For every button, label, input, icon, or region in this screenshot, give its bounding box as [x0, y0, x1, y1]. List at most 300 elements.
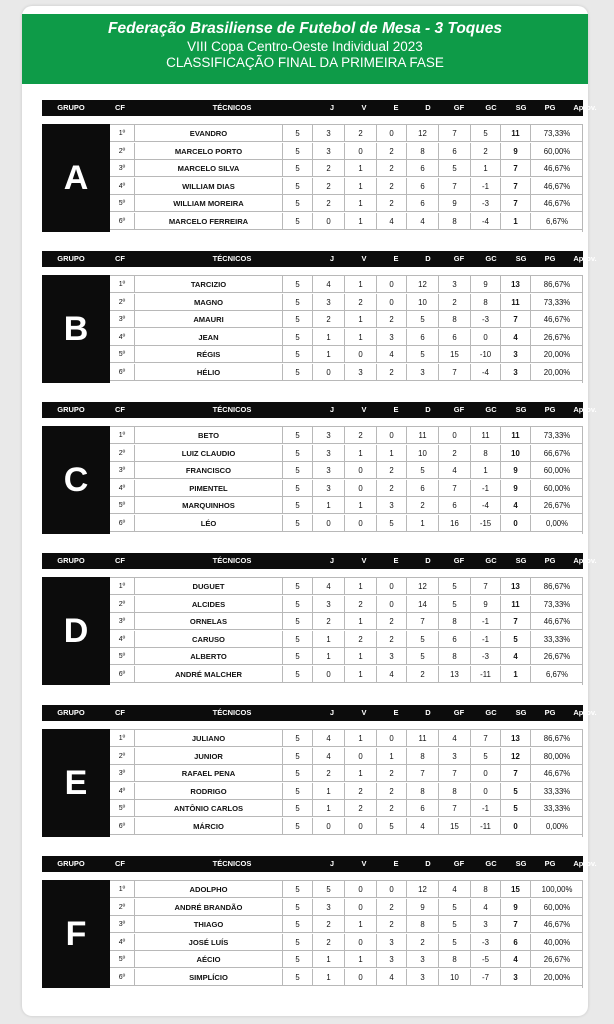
d-cell: 2: [376, 143, 406, 160]
d-cell: 0: [376, 881, 406, 898]
sg-cell: 8: [470, 294, 500, 311]
table-row: [110, 951, 583, 968]
player-name-cell: FRANCISCO: [134, 462, 282, 479]
e-cell: 1: [344, 497, 376, 514]
v-cell: 2: [312, 178, 344, 195]
sg-cell: -4: [470, 497, 500, 514]
gf-cell: 12: [406, 881, 438, 898]
position-cell: 1º: [118, 281, 126, 288]
header-v: V: [361, 405, 367, 414]
e-cell: 0: [344, 515, 376, 532]
federation-title: Federação Brasiliense de Futebol de Mesa - 3 Toques: [108, 20, 502, 37]
j-cell: 5: [282, 480, 312, 497]
v-cell: 1: [312, 346, 344, 363]
player-name-cell: ANDRÉ MALCHER: [134, 666, 282, 683]
gf-cell: 6: [406, 178, 438, 195]
e-cell: 1: [344, 765, 376, 782]
header-pg: PG: [544, 405, 556, 414]
j-cell: 5: [282, 818, 312, 835]
table-row: [110, 666, 583, 683]
pg-cell: 1: [500, 213, 530, 230]
d-cell: 2: [376, 783, 406, 800]
v-cell: 3: [312, 294, 344, 311]
header-pg: PG: [544, 859, 556, 868]
j-cell: 5: [282, 748, 312, 765]
table-row: [110, 462, 583, 479]
e-cell: 0: [344, 462, 376, 479]
pg-cell: 10: [500, 445, 530, 462]
header-v: V: [361, 103, 367, 112]
v-cell: 1: [312, 329, 344, 346]
pg-cell: 7: [500, 178, 530, 195]
j-cell: 5: [282, 178, 312, 195]
gc-cell: 13: [438, 666, 470, 683]
sg-cell: 5: [470, 125, 500, 142]
gc-cell: 7: [438, 125, 470, 142]
header-grupo: GRUPO: [57, 254, 85, 263]
v-cell: 3: [312, 596, 344, 613]
position-cell: 4º: [118, 484, 126, 492]
pg-cell: 4: [500, 648, 530, 665]
j-cell: 5: [282, 800, 312, 817]
gf-cell: 3: [406, 951, 438, 968]
header-e: E: [393, 405, 399, 414]
table-rows: [110, 426, 583, 534]
player-name-cell: SIMPLÍCIO: [134, 969, 282, 986]
pg-cell: 4: [500, 329, 530, 346]
aprov-cell: 80,00%: [530, 748, 583, 765]
e-cell: 1: [344, 578, 376, 595]
sg-cell: 11: [470, 427, 500, 444]
e-cell: 2: [344, 125, 376, 142]
e-cell: 0: [344, 969, 376, 986]
table-header: [42, 100, 597, 116]
aprov-cell: 86,67%: [530, 730, 583, 747]
pg-cell: 11: [500, 294, 530, 311]
table-body: [42, 880, 583, 988]
d-cell: 4: [376, 213, 406, 230]
position-cell: 4º: [118, 938, 126, 946]
pg-cell: 5: [500, 631, 530, 648]
header-d: D: [425, 556, 431, 565]
position-cell: 1º: [118, 886, 126, 893]
gf-cell: 12: [406, 125, 438, 142]
gc-cell: 5: [438, 596, 470, 613]
table-row: [110, 125, 583, 142]
sg-cell: -1: [470, 613, 500, 630]
group-letter: B: [42, 275, 110, 383]
header-cf: CF: [115, 103, 125, 112]
header-gf: GF: [453, 103, 465, 112]
v-cell: 4: [312, 748, 344, 765]
position-cell: 5º: [118, 653, 126, 661]
d-cell: 1: [376, 748, 406, 765]
player-name-cell: ANTÔNIO CARLOS: [134, 800, 282, 817]
pg-cell: 11: [500, 596, 530, 613]
table-row: [110, 445, 583, 462]
v-cell: 5: [312, 881, 344, 898]
e-cell: 2: [344, 596, 376, 613]
phase-title: CLASSIFICAÇÃO FINAL DA PRIMEIRA FASE: [166, 55, 444, 70]
v-cell: 3: [312, 125, 344, 142]
table-row: [110, 329, 583, 346]
table-row: [110, 934, 583, 951]
aprov-cell: 0,00%: [530, 818, 583, 835]
position-cell: 3º: [118, 316, 126, 324]
sg-cell: -3: [470, 934, 500, 951]
player-name-cell: ALBERTO: [134, 648, 282, 665]
gf-cell: 8: [406, 143, 438, 160]
aprov-cell: 86,67%: [530, 276, 583, 293]
gf-cell: 1: [406, 515, 438, 532]
player-name-cell: MAGNO: [134, 294, 282, 311]
d-cell: 2: [376, 631, 406, 648]
player-name-cell: RÉGIS: [134, 346, 282, 363]
v-cell: 3: [312, 445, 344, 462]
table-row: [110, 276, 583, 293]
gf-cell: 5: [406, 648, 438, 665]
v-cell: 0: [312, 213, 344, 230]
e-cell: 1: [344, 276, 376, 293]
aprov-cell: 33,33%: [530, 800, 583, 817]
aprov-cell: 0,00%: [530, 515, 583, 532]
pg-cell: 3: [500, 346, 530, 363]
sg-cell: 3: [470, 916, 500, 933]
v-cell: 1: [312, 497, 344, 514]
d-cell: 0: [376, 276, 406, 293]
j-cell: 5: [282, 515, 312, 532]
pg-cell: 4: [500, 951, 530, 968]
header-sg: SG: [515, 556, 527, 565]
header-j: J: [329, 859, 335, 868]
j-cell: 5: [282, 631, 312, 648]
gc-cell: 9: [438, 195, 470, 212]
gc-cell: 5: [438, 578, 470, 595]
d-cell: 2: [376, 765, 406, 782]
header-tecnicos: TÉCNICOS: [212, 556, 252, 565]
v-cell: 2: [312, 934, 344, 951]
j-cell: 5: [282, 143, 312, 160]
header-d: D: [425, 254, 431, 263]
e-cell: 1: [344, 311, 376, 328]
sg-cell: -1: [470, 631, 500, 648]
sg-cell: -1: [470, 800, 500, 817]
player-name-cell: JEAN: [134, 329, 282, 346]
sg-cell: -11: [470, 666, 500, 683]
v-cell: 4: [312, 578, 344, 595]
aprov-cell: 46,67%: [530, 613, 583, 630]
e-cell: 1: [344, 730, 376, 747]
e-cell: 1: [344, 916, 376, 933]
position-cell: 2º: [118, 449, 126, 457]
table-row: [110, 364, 583, 381]
header-sg: SG: [515, 103, 527, 112]
e-cell: 0: [344, 748, 376, 765]
sg-cell: -3: [470, 648, 500, 665]
pg-cell: 6: [500, 934, 530, 951]
sg-cell: 8: [470, 881, 500, 898]
table-rows: [110, 124, 583, 232]
gc-cell: 5: [438, 899, 470, 916]
position-cell: 6º: [118, 974, 126, 981]
sg-cell: 4: [470, 899, 500, 916]
table-header: [42, 856, 597, 872]
player-name-cell: MARCELO PORTO: [134, 143, 282, 160]
j-cell: 5: [282, 160, 312, 177]
gc-cell: 6: [438, 631, 470, 648]
sg-cell: 1: [470, 160, 500, 177]
aprov-cell: 73,33%: [530, 294, 583, 311]
header-grupo: GRUPO: [57, 859, 85, 868]
j-cell: 5: [282, 783, 312, 800]
v-cell: 1: [312, 969, 344, 986]
e-cell: 1: [344, 160, 376, 177]
gc-cell: 8: [438, 613, 470, 630]
sg-cell: 9: [470, 596, 500, 613]
table-row: [110, 730, 583, 747]
d-cell: 2: [376, 160, 406, 177]
gc-cell: 0: [438, 427, 470, 444]
aprov-cell: 60,00%: [530, 143, 583, 160]
e-cell: 1: [344, 195, 376, 212]
table-row: [110, 765, 583, 782]
gc-cell: 7: [438, 765, 470, 782]
table-body: [42, 275, 583, 383]
position-cell: 1º: [118, 432, 126, 439]
e-cell: 1: [344, 445, 376, 462]
table-row: [110, 178, 583, 195]
player-name-cell: HÉLIO: [134, 364, 282, 381]
v-cell: 1: [312, 800, 344, 817]
aprov-cell: 46,67%: [530, 195, 583, 212]
gc-cell: 15: [438, 346, 470, 363]
pg-cell: 0: [500, 818, 530, 835]
header-grupo: GRUPO: [57, 708, 85, 717]
gc-cell: 4: [438, 881, 470, 898]
header-aprov: Aprov.: [573, 103, 597, 112]
v-cell: 3: [312, 427, 344, 444]
table-row: [110, 294, 583, 311]
table-row: [110, 160, 583, 177]
aprov-cell: 6,67%: [530, 666, 583, 683]
v-cell: 1: [312, 648, 344, 665]
position-cell: 3º: [118, 467, 126, 475]
position-cell: 6º: [118, 369, 126, 376]
sg-cell: 1: [470, 462, 500, 479]
sg-cell: -10: [470, 346, 500, 363]
gf-cell: 6: [406, 480, 438, 497]
d-cell: 0: [376, 294, 406, 311]
header-pg: PG: [544, 556, 556, 565]
header-gc: GC: [485, 254, 497, 263]
header-v: V: [361, 556, 367, 565]
header-e: E: [393, 859, 399, 868]
gc-cell: 8: [438, 783, 470, 800]
e-cell: 2: [344, 631, 376, 648]
sg-cell: 0: [470, 783, 500, 800]
d-cell: 0: [376, 578, 406, 595]
header-d: D: [425, 405, 431, 414]
pg-cell: 7: [500, 160, 530, 177]
j-cell: 5: [282, 364, 312, 381]
gf-cell: 2: [406, 934, 438, 951]
sg-cell: 0: [470, 765, 500, 782]
table-body: [42, 577, 583, 685]
header-tecnicos: TÉCNICOS: [212, 405, 252, 414]
j-cell: 5: [282, 730, 312, 747]
header-gf: GF: [453, 405, 465, 414]
table-rows: [110, 729, 583, 837]
v-cell: 1: [312, 783, 344, 800]
aprov-cell: 46,67%: [530, 916, 583, 933]
table-row: [110, 515, 583, 532]
header-j: J: [329, 708, 335, 717]
table-body: [42, 729, 583, 837]
gf-cell: 6: [406, 195, 438, 212]
header-gc: GC: [485, 103, 497, 112]
player-name-cell: EVANDRO: [134, 125, 282, 142]
gc-cell: 6: [438, 497, 470, 514]
aprov-cell: 73,33%: [530, 427, 583, 444]
player-name-cell: THIAGO: [134, 916, 282, 933]
player-name-cell: DUGUET: [134, 578, 282, 595]
position-cell: 4º: [118, 635, 126, 643]
player-name-cell: ADOLPHO: [134, 881, 282, 898]
position-cell: 1º: [118, 735, 126, 742]
table-body: [42, 426, 583, 534]
v-cell: 2: [312, 613, 344, 630]
v-cell: 3: [312, 462, 344, 479]
e-cell: 0: [344, 881, 376, 898]
j-cell: 5: [282, 311, 312, 328]
d-cell: 5: [376, 818, 406, 835]
header-d: D: [425, 859, 431, 868]
j-cell: 5: [282, 125, 312, 142]
gc-cell: 2: [438, 294, 470, 311]
j-cell: 5: [282, 346, 312, 363]
position-cell: 1º: [118, 130, 126, 137]
gf-cell: 3: [406, 969, 438, 986]
table-row: [110, 818, 583, 835]
gc-cell: 7: [438, 178, 470, 195]
gf-cell: 5: [406, 311, 438, 328]
group-letter: E: [42, 729, 110, 837]
v-cell: 0: [312, 818, 344, 835]
aprov-cell: 26,67%: [530, 951, 583, 968]
gf-cell: 5: [406, 346, 438, 363]
aprov-cell: 20,00%: [530, 346, 583, 363]
player-name-cell: MARQUINHOS: [134, 497, 282, 514]
header-cf: CF: [115, 405, 125, 414]
position-cell: 5º: [118, 351, 126, 359]
e-cell: 2: [344, 800, 376, 817]
d-cell: 4: [376, 666, 406, 683]
player-name-cell: PIMENTEL: [134, 480, 282, 497]
sg-cell: -11: [470, 818, 500, 835]
gc-cell: 7: [438, 800, 470, 817]
header-cf: CF: [115, 708, 125, 717]
pg-cell: 13: [500, 578, 530, 595]
e-cell: 2: [344, 294, 376, 311]
header-aprov: Aprov.: [573, 405, 597, 414]
player-name-cell: CARUSO: [134, 631, 282, 648]
gc-cell: 8: [438, 213, 470, 230]
sg-cell: -15: [470, 515, 500, 532]
header-pg: PG: [544, 254, 556, 263]
pg-cell: 7: [500, 765, 530, 782]
j-cell: 5: [282, 951, 312, 968]
gf-cell: 3: [406, 364, 438, 381]
gf-cell: 5: [406, 462, 438, 479]
gc-cell: 5: [438, 934, 470, 951]
table-row: [110, 648, 583, 665]
e-cell: 1: [344, 329, 376, 346]
player-name-cell: MARCELO FERREIRA: [134, 213, 282, 230]
d-cell: 3: [376, 934, 406, 951]
table-row: [110, 800, 583, 817]
pg-cell: 5: [500, 783, 530, 800]
d-cell: 4: [376, 969, 406, 986]
e-cell: 2: [344, 783, 376, 800]
d-cell: 2: [376, 462, 406, 479]
gf-cell: 8: [406, 783, 438, 800]
table-row: [110, 748, 583, 765]
header-sg: SG: [515, 405, 527, 414]
sg-cell: -4: [470, 213, 500, 230]
d-cell: 2: [376, 178, 406, 195]
e-cell: 1: [344, 178, 376, 195]
player-name-cell: WILLIAM MOREIRA: [134, 195, 282, 212]
aprov-cell: 20,00%: [530, 364, 583, 381]
header-gc: GC: [485, 405, 497, 414]
sg-cell: -1: [470, 480, 500, 497]
player-name-cell: LUIZ CLAUDIO: [134, 445, 282, 462]
pg-cell: 7: [500, 613, 530, 630]
position-cell: 4º: [118, 182, 126, 190]
table-row: [110, 783, 583, 800]
player-name-cell: JUNIOR: [134, 748, 282, 765]
position-cell: 2º: [118, 903, 126, 911]
gf-cell: 6: [406, 329, 438, 346]
j-cell: 5: [282, 497, 312, 514]
gc-cell: 7: [438, 480, 470, 497]
j-cell: 5: [282, 765, 312, 782]
d-cell: 0: [376, 125, 406, 142]
gf-cell: 11: [406, 730, 438, 747]
pg-cell: 9: [500, 462, 530, 479]
d-cell: 1: [376, 445, 406, 462]
aprov-cell: 26,67%: [530, 648, 583, 665]
v-cell: 4: [312, 730, 344, 747]
v-cell: 2: [312, 916, 344, 933]
gf-cell: 5: [406, 631, 438, 648]
player-name-cell: AMAURI: [134, 311, 282, 328]
pg-cell: 11: [500, 125, 530, 142]
title-banner: [22, 14, 588, 84]
pg-cell: 7: [500, 311, 530, 328]
v-cell: 0: [312, 515, 344, 532]
gf-cell: 9: [406, 899, 438, 916]
header-d: D: [425, 103, 431, 112]
table-row: [110, 916, 583, 933]
gc-cell: 3: [438, 748, 470, 765]
pg-cell: 11: [500, 427, 530, 444]
j-cell: 5: [282, 969, 312, 986]
group-letter: A: [42, 124, 110, 232]
position-cell: 2º: [118, 752, 126, 760]
header-sg: SG: [515, 254, 527, 263]
header-cf: CF: [115, 859, 125, 868]
